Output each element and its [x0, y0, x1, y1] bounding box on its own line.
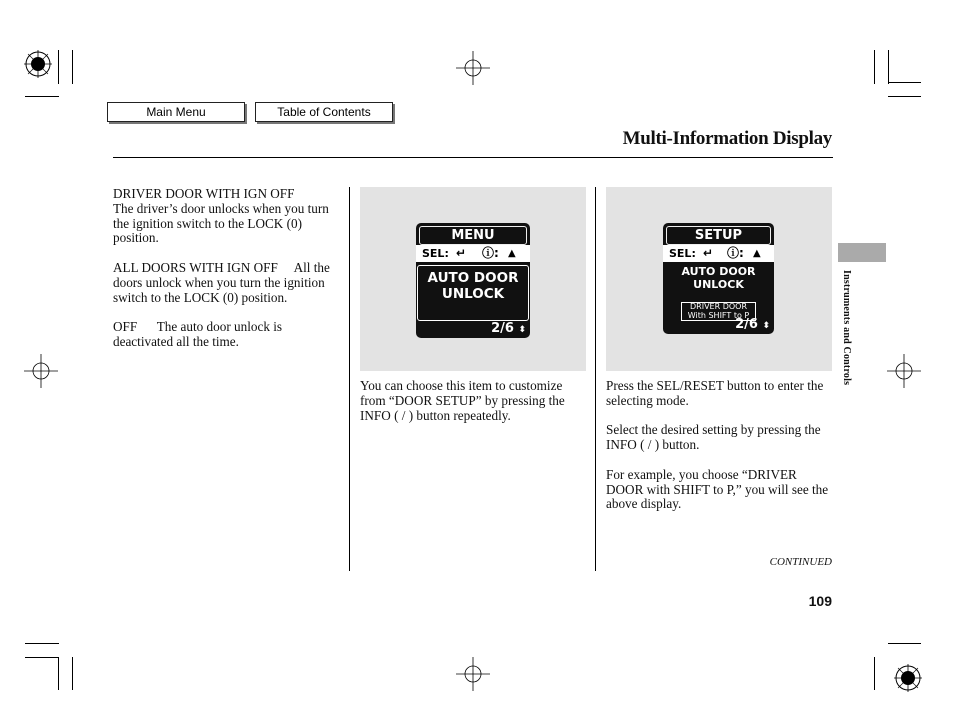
enter-arrow-icon: ↵	[456, 246, 467, 260]
crop-line	[72, 50, 73, 84]
section-tab-marker	[838, 243, 886, 262]
crop-line	[25, 96, 59, 97]
display-item-line2: UNLOCK	[693, 278, 744, 291]
display-figure-setup	[606, 187, 832, 371]
info-icon: ⓘ:	[727, 246, 744, 260]
display-highlight-box	[417, 265, 529, 321]
display-screen-menu	[416, 223, 530, 338]
page-number: 109	[808, 593, 832, 609]
display-page-counter	[491, 321, 526, 336]
setting-title: ALL DOORS WITH IGN OFF	[113, 259, 278, 275]
header-rule	[113, 157, 833, 158]
display-screen-setup	[663, 223, 774, 334]
crop-line	[888, 96, 921, 97]
up-down-arrows-icon: ▲	[508, 248, 516, 259]
column-2-text	[360, 379, 586, 438]
paragraph-press-sel: Press the SEL/RESET button to enter the selecting mode.	[606, 378, 824, 408]
crop-line	[72, 657, 73, 690]
display-sel-bar	[663, 245, 774, 262]
paragraph-driver-door	[113, 187, 339, 246]
display-item-line1: AUTO DOOR	[427, 270, 519, 286]
paragraph-select-setting: Select the desired setting by pressing the INFO ( / ) button.	[606, 422, 821, 453]
crop-line	[58, 50, 59, 84]
column-divider	[595, 187, 596, 571]
info-icon: ⓘ:	[482, 246, 499, 260]
sel-label: SEL:	[669, 247, 696, 260]
crop-line	[888, 643, 921, 644]
display-title: MENU	[419, 226, 527, 245]
paragraph-example: For example, you choose “DRIVER DOOR with SHIFT to P,” you will see the above display.	[606, 466, 829, 512]
column-divider	[349, 187, 350, 571]
column-1-text	[113, 187, 339, 365]
display-setting-line2: With SHIFT to P	[687, 310, 750, 320]
display-page-counter	[735, 317, 770, 332]
page-counter-text: 2/6	[735, 317, 758, 332]
crop-line	[888, 82, 921, 83]
display-sel-bar	[416, 245, 530, 262]
enter-arrow-icon: ↵	[703, 246, 714, 260]
continued-label: CONTINUED	[769, 556, 832, 568]
crop-line	[888, 50, 889, 84]
setting-description: All the doors unlock when you turn the ignition switch to the LOCK (0) position.	[113, 259, 330, 305]
display-figure-menu	[360, 187, 586, 371]
paragraph-choose-item: You can choose this item to customize from “DOOR SETUP” by pressing the INFO ( / ) button repeatedly.	[360, 378, 565, 423]
display-item-line1: AUTO DOOR	[681, 265, 756, 278]
display-setting-line1: DRIVER DOOR	[689, 302, 748, 311]
up-down-arrows-icon: ⬍	[762, 321, 770, 331]
column-3-text	[606, 379, 832, 527]
crop-line	[25, 643, 59, 644]
paragraph-off	[113, 320, 339, 350]
setting-title: DRIVER DOOR WITH IGN OFF	[113, 186, 295, 201]
display-item-line2: UNLOCK	[441, 286, 505, 302]
section-tab-label: Instruments and Controls	[841, 270, 852, 386]
setting-description: The driver’s door unlocks when you turn the ignition switch to the LOCK (0) position.	[113, 200, 329, 246]
page-title: Multi-Information Display	[622, 128, 832, 149]
display-title: SETUP	[666, 226, 771, 245]
table-of-contents-button[interactable]: Table of Contents	[255, 102, 393, 122]
paragraph-all-doors	[113, 261, 339, 305]
up-down-arrows-icon: ▲	[753, 248, 761, 259]
crop-line	[25, 657, 59, 658]
main-menu-button[interactable]: Main Menu	[107, 102, 245, 122]
crop-line	[874, 50, 875, 84]
setting-description: The auto door unlock is deactivated all the time.	[113, 319, 283, 349]
crop-line	[874, 657, 875, 690]
crop-line	[58, 657, 59, 690]
page-counter-text: 2/6	[491, 321, 514, 336]
setting-title: OFF	[113, 319, 138, 335]
up-down-arrows-icon: ⬍	[518, 325, 526, 335]
sel-label: SEL:	[422, 247, 449, 260]
